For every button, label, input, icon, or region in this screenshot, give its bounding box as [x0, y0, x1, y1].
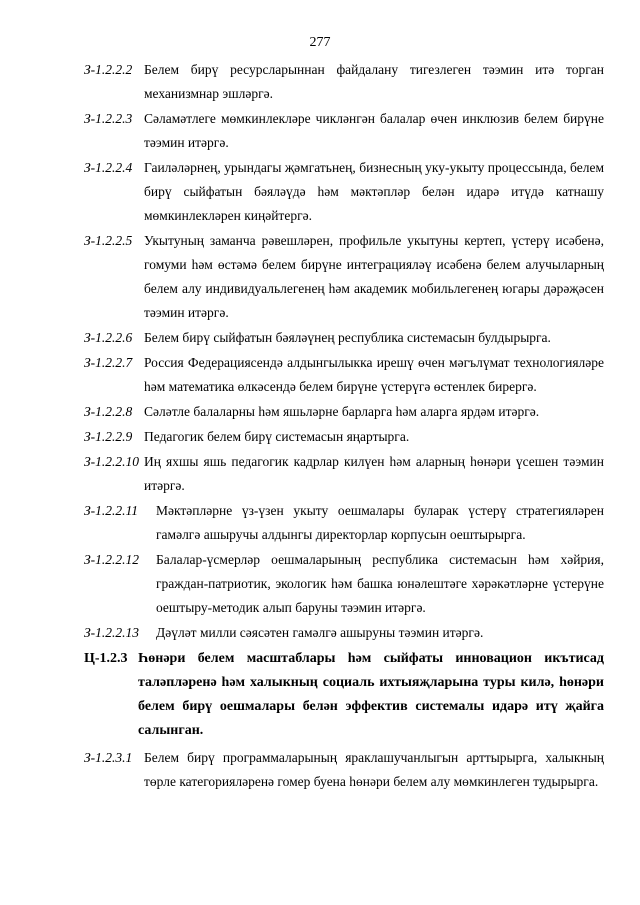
item-text: Дәүләт милли сәясәтен гамәлгә ашыруны тәэмин итәргә. — [156, 625, 484, 640]
item-code: З-1.2.2.13 — [84, 625, 140, 640]
item-code: З-1.2.2.11 — [84, 503, 139, 518]
list-item — [84, 229, 604, 325]
item-text: Сәләтле балаларны һәм яшьләрне барларга һәм аларга ярдәм итәргә. — [144, 404, 540, 419]
item-text: Балалар-үсмерләр оешмаларының республика системасын һәм хәйрия, граждан-патриотик, экологик һәм башка юнәлештәге хәрәкәтләрне үстерүне оештыру-методик алып баруны тәэмин итәргә. — [156, 552, 604, 615]
list-item — [84, 400, 604, 424]
item-code: З-1.2.3.1 — [84, 750, 133, 765]
page-content — [84, 58, 604, 795]
item-code: З-1.2.2.5 — [84, 233, 133, 248]
heading-text: Һөнәри белем масштаблары һәм сыйфаты инновацион икътисад таләпләренә һәм халыкның социаль ихтыяҗларына туры килә, һөнәри белем бирү оешмалары белән эффектив системалы идарә итү җайга салынган. — [138, 651, 604, 738]
item-text: Белем бирү сыйфатын бәяләүнең республика системасын булдырырга. — [144, 330, 551, 345]
list-item — [84, 156, 604, 228]
item-code: З-1.2.2.9 — [84, 429, 133, 444]
list-item — [84, 425, 604, 449]
item-text: Сәламәтлеге мөмкинлекләре чикләнгән балалар өчен инклюзив белем бирүне тәэмин итәргә. — [144, 111, 604, 150]
item-text: Укытуның заманча рәвешләрен, профильле укытуны кертеп, үстерү исәбенә, гомуми һәм өстәмә белем бирүне интеграцияләү исәбенә белем алучыларның белем алу индивидуальлегенең һәм академик мобильлегенең югары дәрәҗәсен тәэмин итәргә. — [144, 233, 604, 320]
item-text: Мәктәпләрне үз-үзен укыту оешмалары буларак үстерү стратегияләрен гамәлгә ашыручы алдынгы директорлар корпусын оештырырга. — [156, 503, 604, 542]
page-number: 277 — [309, 35, 331, 50]
list-item — [84, 107, 604, 155]
item-text: Белем бирү программаларының яраклашучанлыгын арттырырга, халыкның төрле категорияләренә гомер буена һөнәри белем алу мөмкинлеген тудырырга. — [144, 750, 604, 789]
item-code: З-1.2.2.8 — [84, 404, 133, 419]
item-text: Белем бирү ресурсларыннан файдалану тигезлеген тәэмин итә торган механизмнар эшләргә. — [144, 62, 604, 101]
item-code: З-1.2.2.12 — [84, 552, 140, 567]
item-code: З-1.2.2.7 — [84, 355, 133, 370]
list-item — [84, 326, 604, 350]
list-item — [84, 746, 604, 794]
item-text: Иң яхшы яшь педагогик кадрлар килүен һәм аларның һөнәри үсешен тәэмин итәргә. — [144, 454, 604, 493]
item-text: Гаиләләрнең, урындагы җәмгатьнең, бизнесның уку-укыту процессында, белем бирү сыйфатын бәяләүдә һәм мәктәпләр белән идарә итүдә катнашу мөмкинлекләрен киңәйтергә. — [144, 160, 604, 223]
list-item — [84, 58, 604, 106]
item-code: З-1.2.2.4 — [84, 160, 133, 175]
list-item — [84, 621, 604, 645]
item-text: Россия Федерациясендә алдынгылыкка ирешү өчен мәгълүмат технологияләре һәм математика өлкәсендә белем бирүне үстерүгә өстенлек бирергә. — [144, 355, 604, 394]
list-item — [84, 351, 604, 399]
section-heading — [84, 647, 604, 743]
list-item — [84, 450, 604, 498]
item-code: З-1.2.2.2 — [84, 62, 133, 77]
item-text: Педагогик белем бирү системасын яңартырга. — [144, 429, 410, 444]
item-code: З-1.2.2.6 — [84, 330, 133, 345]
item-code: З-1.2.2.10 — [84, 454, 140, 469]
list-item — [84, 499, 604, 547]
item-code: З-1.2.2.3 — [84, 111, 133, 126]
heading-code: Ц-1.2.3 — [84, 651, 128, 666]
list-item — [84, 548, 604, 620]
